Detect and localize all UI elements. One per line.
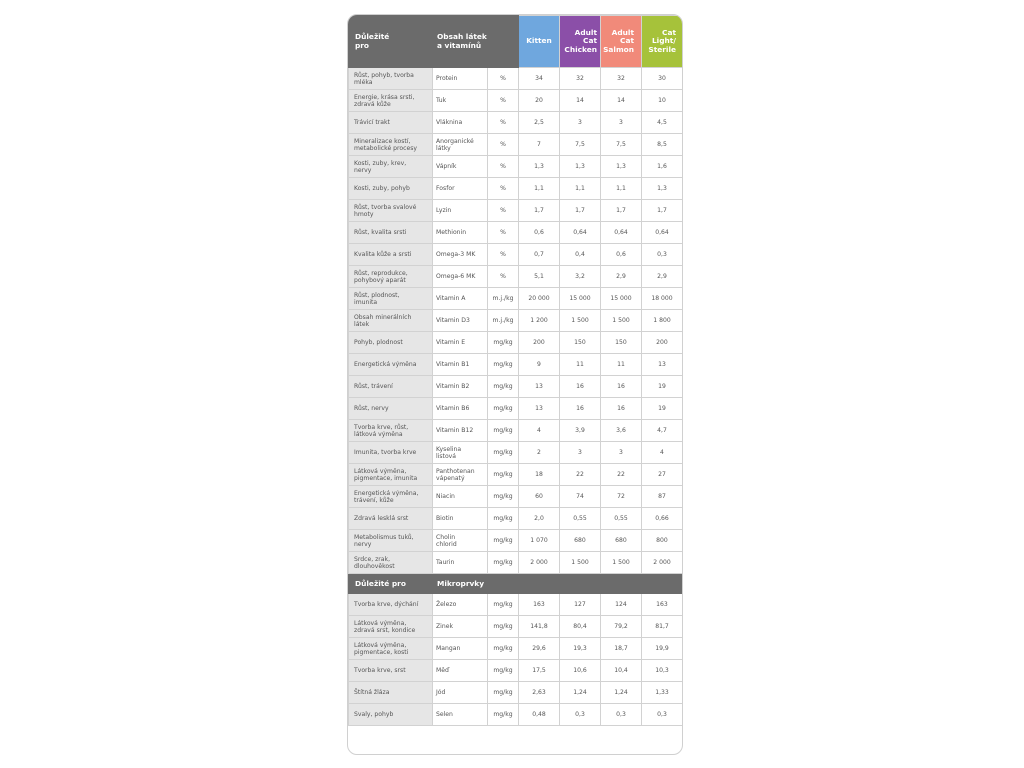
- value-cell: 1,24: [560, 682, 601, 704]
- nutrient-cell: Vitamin B12: [433, 420, 488, 442]
- table-row: [349, 638, 683, 660]
- header-product-cat-light-sterile: Cat Light/ Sterile: [642, 16, 683, 68]
- value-cell: 1 070: [519, 530, 560, 552]
- value-cell: 32: [601, 68, 642, 90]
- value-cell: 2,9: [642, 266, 683, 288]
- benefit-cell: Tvorba krve, dýchání: [349, 594, 433, 616]
- value-cell: 19: [642, 376, 683, 398]
- unit-cell: %: [488, 90, 519, 112]
- value-cell: 1 200: [519, 310, 560, 332]
- value-cell: 1,3: [519, 156, 560, 178]
- nutrient-cell: Vitamin B1: [433, 354, 488, 376]
- table-row: [349, 200, 683, 222]
- value-cell: 1 500: [560, 310, 601, 332]
- unit-cell: %: [488, 134, 519, 156]
- value-cell: 3: [560, 112, 601, 134]
- header-product-kitten: Kitten: [519, 16, 560, 68]
- nutrient-cell: Vitamin B2: [433, 376, 488, 398]
- value-cell: 29,6: [519, 638, 560, 660]
- value-cell: 72: [601, 486, 642, 508]
- nutrient-cell: Zinek: [433, 616, 488, 638]
- value-cell: 1,1: [560, 178, 601, 200]
- unit-cell: mg/kg: [488, 508, 519, 530]
- value-cell: 4: [642, 442, 683, 464]
- value-cell: 1 500: [601, 552, 642, 574]
- nutrient-cell: Fosfor: [433, 178, 488, 200]
- value-cell: 19: [642, 398, 683, 420]
- value-cell: 18 000: [642, 288, 683, 310]
- nutrient-cell: Vitamin A: [433, 288, 488, 310]
- benefit-cell: Energetická výměna, trávení, kůže: [349, 486, 433, 508]
- benefit-cell: Štítná žláza: [349, 682, 433, 704]
- nutrient-cell: Vitamin E: [433, 332, 488, 354]
- table-row: [349, 594, 683, 616]
- value-cell: 15 000: [601, 288, 642, 310]
- value-cell: 1,7: [519, 200, 560, 222]
- nutrient-cell: Měď: [433, 660, 488, 682]
- table-row: [349, 530, 683, 552]
- value-cell: 163: [642, 594, 683, 616]
- header-product-adult-cat-chicken: Adult Cat Chicken: [560, 16, 601, 68]
- value-cell: 1,1: [601, 178, 642, 200]
- benefit-cell: Tvorba krve, srst: [349, 660, 433, 682]
- value-cell: 22: [601, 464, 642, 486]
- value-cell: 10,3: [642, 660, 683, 682]
- benefit-cell: Růst, tvorba svalové hmoty: [349, 200, 433, 222]
- header-product-adult-cat-salmon: Adult Cat Salmon: [601, 16, 642, 68]
- benefit-cell: Srdce, zrak, dlouhověkost: [349, 552, 433, 574]
- table-row: [349, 90, 683, 112]
- nutrient-cell: Vitamin B6: [433, 398, 488, 420]
- benefit-cell: Tvorba krve, růst, látková výměna: [349, 420, 433, 442]
- unit-cell: mg/kg: [488, 332, 519, 354]
- value-cell: 3: [560, 442, 601, 464]
- value-cell: 81,7: [642, 616, 683, 638]
- unit-cell: m.j./kg: [488, 288, 519, 310]
- table-row: [349, 660, 683, 682]
- value-cell: 2 000: [519, 552, 560, 574]
- table-row: [349, 442, 683, 464]
- value-cell: 7,5: [601, 134, 642, 156]
- value-cell: 80,4: [560, 616, 601, 638]
- unit-cell: %: [488, 112, 519, 134]
- nutrient-cell: Omega-6 MK: [433, 266, 488, 288]
- table-row: [349, 354, 683, 376]
- value-cell: 3,6: [601, 420, 642, 442]
- value-cell: 1 500: [560, 552, 601, 574]
- benefit-cell: Imunita, tvorba krve: [349, 442, 433, 464]
- unit-cell: mg/kg: [488, 464, 519, 486]
- nutrient-cell: Taurin: [433, 552, 488, 574]
- value-cell: 79,2: [601, 616, 642, 638]
- section-header-microelements: [349, 574, 683, 594]
- value-cell: 18,7: [601, 638, 642, 660]
- benefit-cell: Růst, kvalita srsti: [349, 222, 433, 244]
- value-cell: 16: [601, 376, 642, 398]
- unit-cell: %: [488, 178, 519, 200]
- value-cell: 4: [519, 420, 560, 442]
- table-row: [349, 486, 683, 508]
- value-cell: 200: [519, 332, 560, 354]
- value-cell: 1 500: [601, 310, 642, 332]
- table-row: [349, 682, 683, 704]
- nutrient-cell: Lyzin: [433, 200, 488, 222]
- value-cell: 16: [560, 376, 601, 398]
- nutrient-cell: Jód: [433, 682, 488, 704]
- nutrient-cell: Železo: [433, 594, 488, 616]
- value-cell: 4,7: [642, 420, 683, 442]
- unit-cell: %: [488, 222, 519, 244]
- value-cell: 127: [560, 594, 601, 616]
- value-cell: 87: [642, 486, 683, 508]
- value-cell: 0,6: [519, 222, 560, 244]
- value-cell: 680: [601, 530, 642, 552]
- header-important-for: Důležité pro: [349, 16, 433, 68]
- nutrient-cell: Methionin: [433, 222, 488, 244]
- benefit-cell: Růst, plodnost, imunita: [349, 288, 433, 310]
- nutrient-cell: Biotin: [433, 508, 488, 530]
- value-cell: 1,24: [601, 682, 642, 704]
- value-cell: 14: [560, 90, 601, 112]
- value-cell: 13: [519, 398, 560, 420]
- value-cell: 17,5: [519, 660, 560, 682]
- value-cell: 141,8: [519, 616, 560, 638]
- value-cell: 5,1: [519, 266, 560, 288]
- table-row: [349, 464, 683, 486]
- table-body: [349, 68, 683, 726]
- table-row: [349, 616, 683, 638]
- benefit-cell: Energie, krása srsti, zdravá kůže: [349, 90, 433, 112]
- header-nutrient-content: Obsah látek a vitamínů: [433, 16, 519, 68]
- value-cell: 150: [560, 332, 601, 354]
- value-cell: 18: [519, 464, 560, 486]
- unit-cell: mg/kg: [488, 442, 519, 464]
- unit-cell: mg/kg: [488, 616, 519, 638]
- section-microelements-label: Mikroprvky: [433, 574, 683, 594]
- unit-cell: %: [488, 244, 519, 266]
- value-cell: 2,63: [519, 682, 560, 704]
- table-row: [349, 508, 683, 530]
- nutrient-cell: Niacin: [433, 486, 488, 508]
- value-cell: 1,3: [560, 156, 601, 178]
- value-cell: 2,5: [519, 112, 560, 134]
- benefit-cell: Látková výměna, zdravá srst, kondice: [349, 616, 433, 638]
- unit-cell: %: [488, 200, 519, 222]
- benefit-cell: Mineralizace kostí, metabolické procesy: [349, 134, 433, 156]
- benefit-cell: Růst, pohyb, tvorba mléka: [349, 68, 433, 90]
- value-cell: 1,6: [642, 156, 683, 178]
- value-cell: 13: [642, 354, 683, 376]
- unit-cell: mg/kg: [488, 398, 519, 420]
- benefit-cell: Růst, reprodukce, pohybový aparát: [349, 266, 433, 288]
- value-cell: 14: [601, 90, 642, 112]
- value-cell: 11: [560, 354, 601, 376]
- value-cell: 1 800: [642, 310, 683, 332]
- unit-cell: %: [488, 266, 519, 288]
- value-cell: 0,7: [519, 244, 560, 266]
- value-cell: 30: [642, 68, 683, 90]
- value-cell: 0,3: [642, 704, 683, 726]
- benefit-cell: Trávicí trakt: [349, 112, 433, 134]
- value-cell: 0,66: [642, 508, 683, 530]
- table-row: [349, 704, 683, 726]
- unit-cell: %: [488, 156, 519, 178]
- benefit-cell: Látková výměna, pigmentace, kosti: [349, 638, 433, 660]
- table-row: [349, 288, 683, 310]
- unit-cell: mg/kg: [488, 376, 519, 398]
- value-cell: 1,1: [519, 178, 560, 200]
- value-cell: 3,9: [560, 420, 601, 442]
- value-cell: 1,7: [560, 200, 601, 222]
- value-cell: 150: [601, 332, 642, 354]
- value-cell: 2,0: [519, 508, 560, 530]
- value-cell: 1,3: [601, 156, 642, 178]
- value-cell: 16: [560, 398, 601, 420]
- value-cell: 0,4: [560, 244, 601, 266]
- value-cell: 11: [601, 354, 642, 376]
- value-cell: 0,55: [601, 508, 642, 530]
- unit-cell: mg/kg: [488, 704, 519, 726]
- value-cell: 124: [601, 594, 642, 616]
- value-cell: 2 000: [642, 552, 683, 574]
- nutrient-cell: Selen: [433, 704, 488, 726]
- nutrient-cell: Panthotenan vápenatý: [433, 464, 488, 486]
- table-row: [349, 156, 683, 178]
- benefit-cell: Energetická výměna: [349, 354, 433, 376]
- benefit-cell: Kvalita kůže a srsti: [349, 244, 433, 266]
- value-cell: 3,2: [560, 266, 601, 288]
- unit-cell: mg/kg: [488, 420, 519, 442]
- value-cell: 0,48: [519, 704, 560, 726]
- unit-cell: %: [488, 68, 519, 90]
- table-row: [349, 222, 683, 244]
- nutrient-cell: Omega-3 MK: [433, 244, 488, 266]
- unit-cell: mg/kg: [488, 682, 519, 704]
- section-important-for: Důležité pro: [349, 574, 433, 594]
- table-row: [349, 552, 683, 574]
- unit-cell: mg/kg: [488, 660, 519, 682]
- header-row: [349, 16, 683, 68]
- value-cell: 0,64: [642, 222, 683, 244]
- value-cell: 3: [601, 442, 642, 464]
- unit-cell: mg/kg: [488, 530, 519, 552]
- table-row: [349, 244, 683, 266]
- table-row: [349, 178, 683, 200]
- value-cell: 3: [601, 112, 642, 134]
- benefit-cell: Svaly, pohyb: [349, 704, 433, 726]
- value-cell: 163: [519, 594, 560, 616]
- value-cell: 34: [519, 68, 560, 90]
- value-cell: 10,6: [560, 660, 601, 682]
- unit-cell: mg/kg: [488, 594, 519, 616]
- benefit-cell: Kosti, zuby, krev, nervy: [349, 156, 433, 178]
- nutrient-cell: Anorganické látky: [433, 134, 488, 156]
- nutrient-cell: Tuk: [433, 90, 488, 112]
- benefit-cell: Metabolismus tuků, nervy: [349, 530, 433, 552]
- nutrient-cell: Protein: [433, 68, 488, 90]
- value-cell: 13: [519, 376, 560, 398]
- value-cell: 0,64: [601, 222, 642, 244]
- value-cell: 0,3: [560, 704, 601, 726]
- value-cell: 0,3: [642, 244, 683, 266]
- value-cell: 27: [642, 464, 683, 486]
- table-row: [349, 376, 683, 398]
- value-cell: 2,9: [601, 266, 642, 288]
- value-cell: 10: [642, 90, 683, 112]
- benefit-cell: Obsah minerálních látek: [349, 310, 433, 332]
- value-cell: 680: [560, 530, 601, 552]
- value-cell: 19,9: [642, 638, 683, 660]
- benefit-cell: Látková výměna, pigmentace, imunita: [349, 464, 433, 486]
- value-cell: 60: [519, 486, 560, 508]
- value-cell: 1,7: [601, 200, 642, 222]
- value-cell: 1,3: [642, 178, 683, 200]
- value-cell: 800: [642, 530, 683, 552]
- value-cell: 8,5: [642, 134, 683, 156]
- value-cell: 200: [642, 332, 683, 354]
- value-cell: 10,4: [601, 660, 642, 682]
- value-cell: 1,7: [642, 200, 683, 222]
- table-row: [349, 398, 683, 420]
- value-cell: 22: [560, 464, 601, 486]
- value-cell: 16: [601, 398, 642, 420]
- table-row: [349, 112, 683, 134]
- benefit-cell: Růst, nervy: [349, 398, 433, 420]
- unit-cell: m.j./kg: [488, 310, 519, 332]
- table-row: [349, 266, 683, 288]
- value-cell: 15 000: [560, 288, 601, 310]
- value-cell: 2: [519, 442, 560, 464]
- unit-cell: mg/kg: [488, 354, 519, 376]
- nutrient-cell: Cholin chlorid: [433, 530, 488, 552]
- value-cell: 20: [519, 90, 560, 112]
- table-row: [349, 134, 683, 156]
- value-cell: 7: [519, 134, 560, 156]
- table-row: [349, 310, 683, 332]
- value-cell: 74: [560, 486, 601, 508]
- nutrient-cell: Mangan: [433, 638, 488, 660]
- benefit-cell: Kosti, zuby, pohyb: [349, 178, 433, 200]
- unit-cell: mg/kg: [488, 486, 519, 508]
- nutrition-table: [348, 15, 683, 726]
- value-cell: 0,3: [601, 704, 642, 726]
- benefit-cell: Zdravá lesklá srst: [349, 508, 433, 530]
- nutrient-cell: Kyselina listová: [433, 442, 488, 464]
- nutrient-cell: Vitamin D3: [433, 310, 488, 332]
- nutrition-table-card: [347, 14, 683, 755]
- unit-cell: mg/kg: [488, 638, 519, 660]
- value-cell: 0,64: [560, 222, 601, 244]
- value-cell: 1,33: [642, 682, 683, 704]
- nutrient-cell: Vláknina: [433, 112, 488, 134]
- value-cell: 19,3: [560, 638, 601, 660]
- value-cell: 9: [519, 354, 560, 376]
- value-cell: 4,5: [642, 112, 683, 134]
- value-cell: 7,5: [560, 134, 601, 156]
- table-row: [349, 332, 683, 354]
- nutrient-cell: Vápník: [433, 156, 488, 178]
- value-cell: 20 000: [519, 288, 560, 310]
- value-cell: 0,55: [560, 508, 601, 530]
- unit-cell: mg/kg: [488, 552, 519, 574]
- value-cell: 0,6: [601, 244, 642, 266]
- benefit-cell: Růst, trávení: [349, 376, 433, 398]
- benefit-cell: Pohyb, plodnost: [349, 332, 433, 354]
- table-row: [349, 420, 683, 442]
- value-cell: 32: [560, 68, 601, 90]
- table-row: [349, 68, 683, 90]
